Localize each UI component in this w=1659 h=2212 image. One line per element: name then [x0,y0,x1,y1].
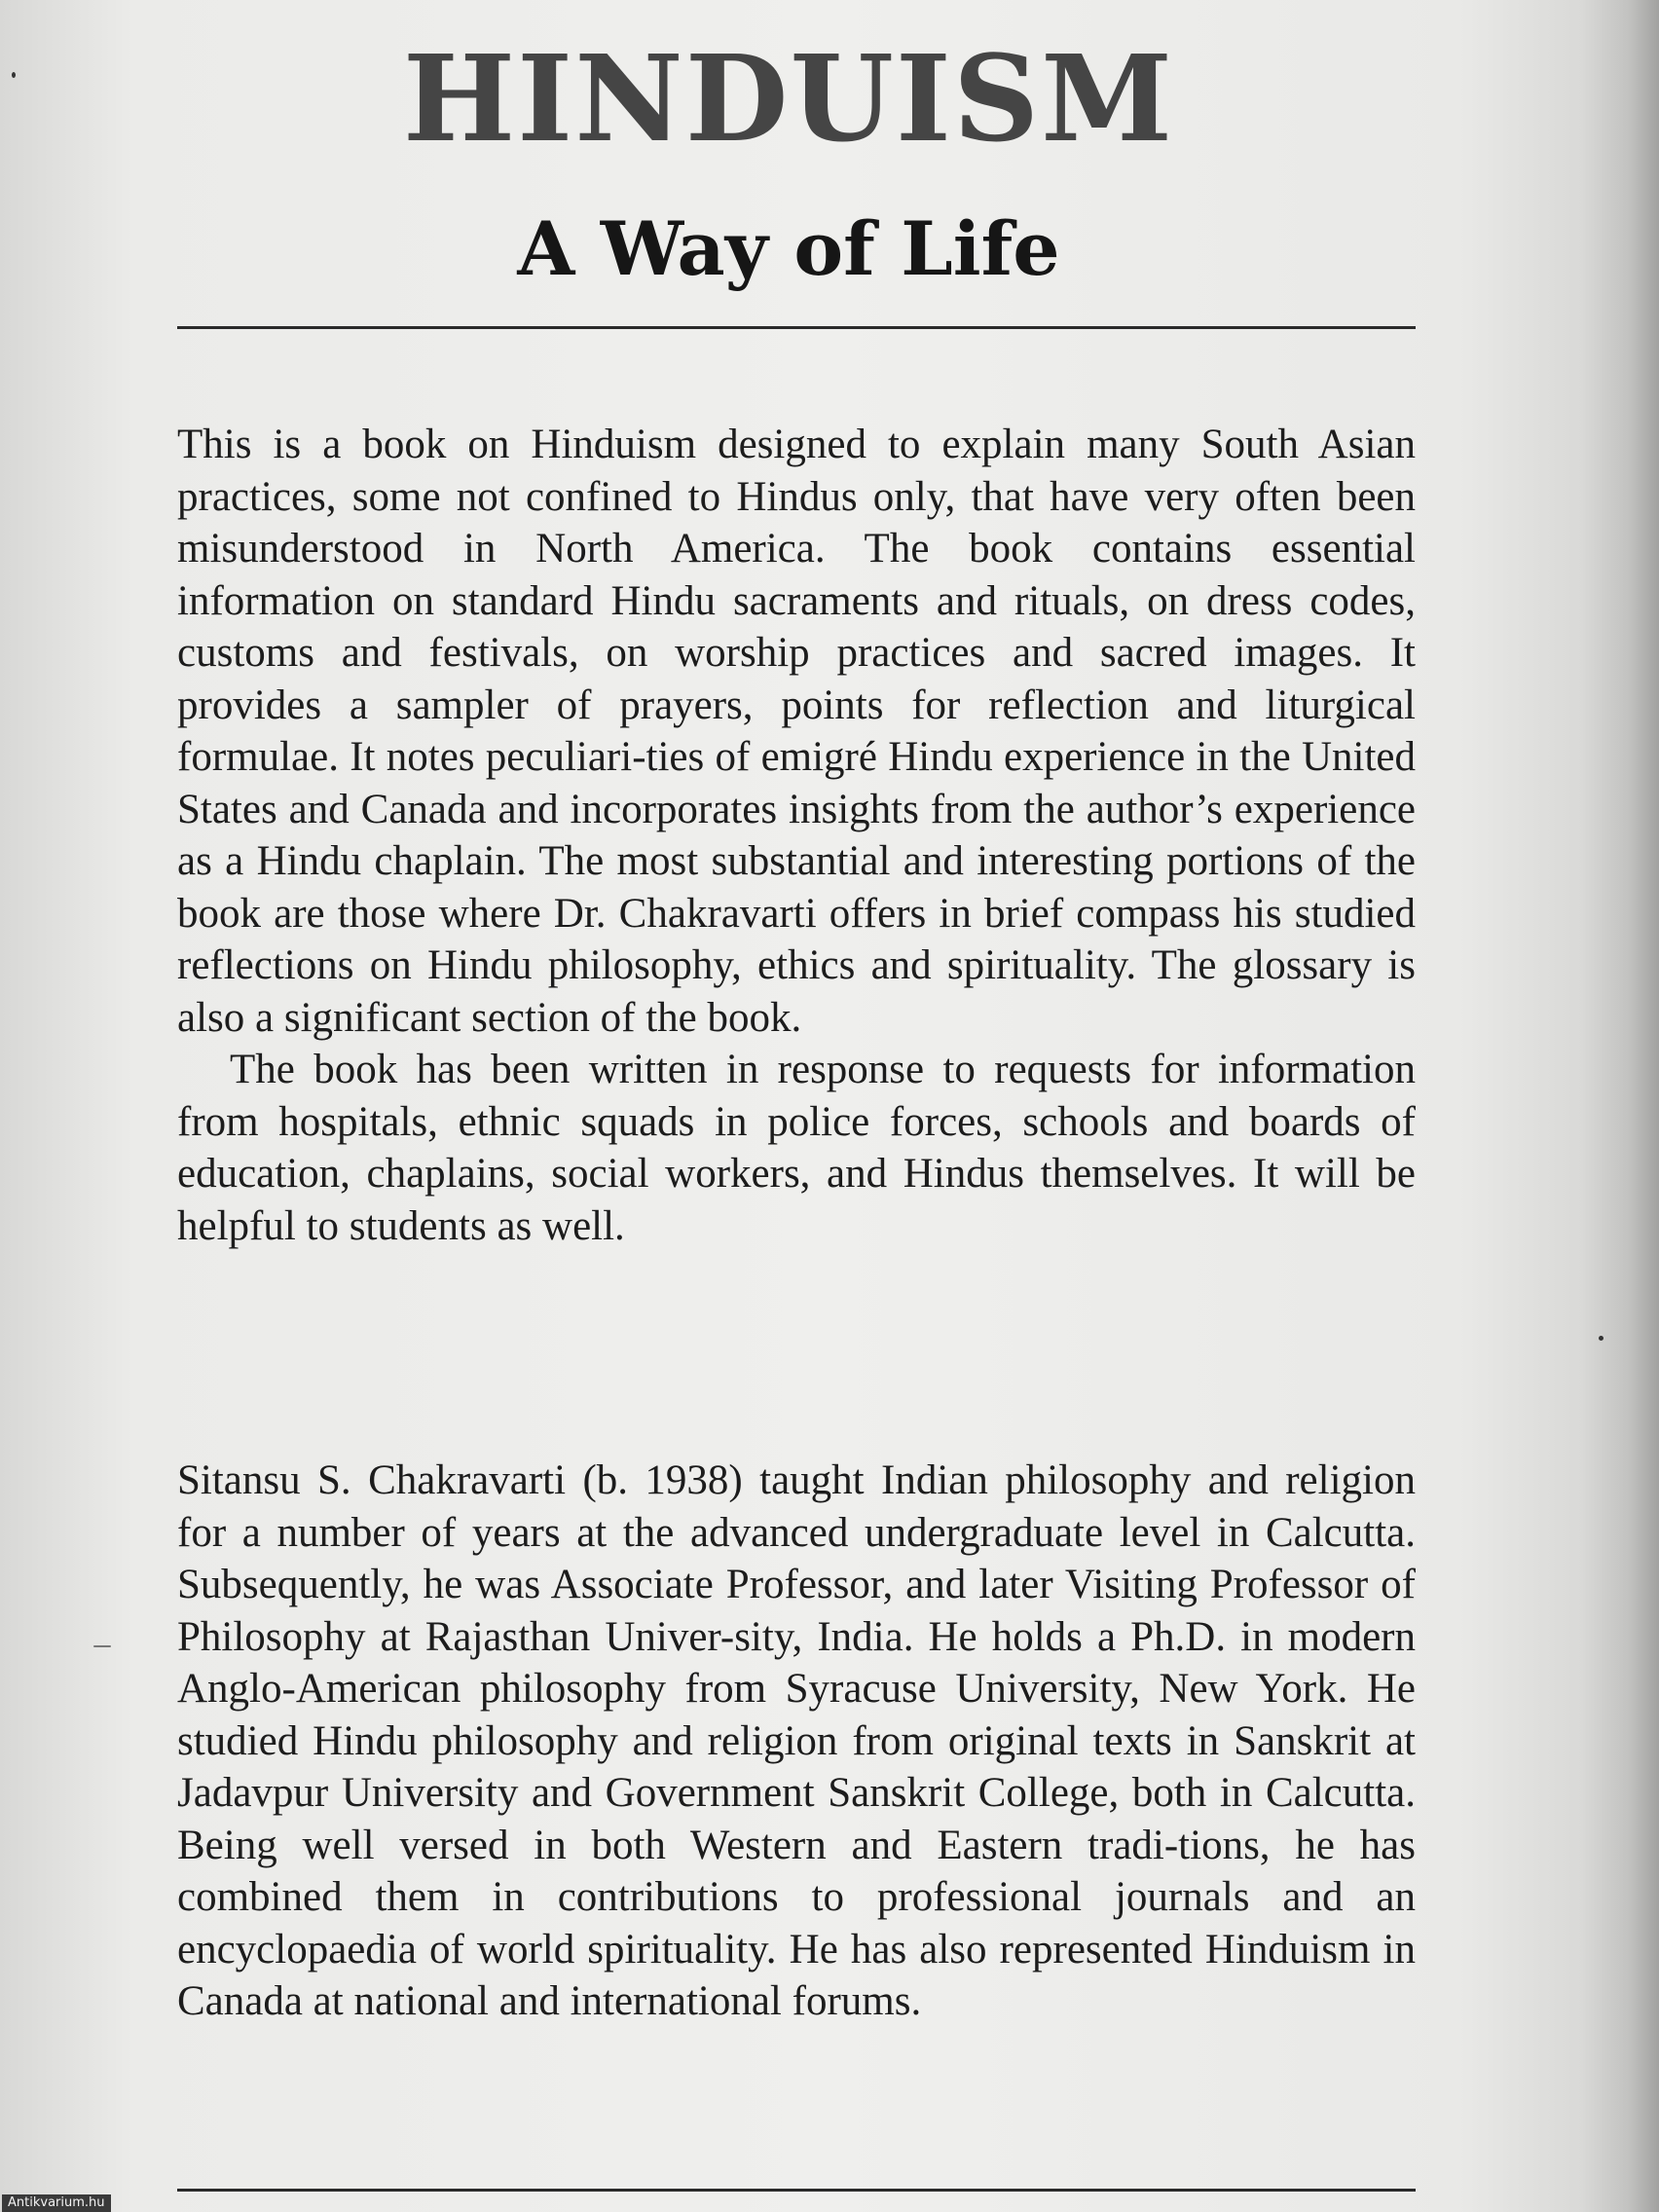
description-paragraph-2: The book has been written in response to requests for information from hospitals, ethnic squads in police forces, schools and boards of education, chaplains, social workers, and Hindus themselves. It will be helpful to students as well. [177,1047,1416,1249]
watermark: Antikvarium.hu [2,2194,111,2212]
author-bio-paragraph: Sitansu S. Chakravarti (b. 1938) taught Indian philosophy and religion for a number of years at the advanced undergraduate level in Calcutta. Subsequently, he was Associate Professor, and later Visiting Professor of Philosophy at Rajasthan Univer-sity, India. He holds a Ph.D. in modern Anglo-American philosophy from Syracuse University, New York. He studied Hindu philosophy and religion from original texts in Sanskrit at Jadavpur University and Government Sanskrit College, both in Calcutta. Being well versed in both Western and Eastern tradi-tions, he has combined them in contributions to professional journals and an encyclopaedia of world spirituality. He has also represented Hinduism in Canada at national and international forums. [177,1457,1416,2024]
book-title: HINDUISM [402,28,1175,168]
dust-speck [93,1645,111,1647]
top-divider [177,326,1416,329]
bottom-divider [177,2189,1416,2192]
page-edge-shadow [1581,0,1659,2212]
book-subtitle: A Way of Life [517,205,1060,292]
dust-speck [12,72,16,78]
book-description [177,419,1416,1252]
description-paragraph-1: This is a book on Hinduism designed to explain many South Asian practices, some not confined to Hindus only, that have very often been misunderstood in North America. The book contains essential information on standard Hindu sacraments and rituals, on dress codes, customs and festivals, on worship practices and sacred images. It provides a sampler of prayers, points for reflection and liturgical formulae. It notes peculiari-ties of emigré Hindu experience in the United States and Canada and incorporates insights from the author’s experience as a Hindu chaplain. The most substantial and interesting portions of the book are those where Dr. Chakravarti offers in brief compass his studied reflections on Hindu philosophy, ethics and spirituality. The glossary is also a significant section of the book. [177,422,1416,1041]
dust-speck [1599,1336,1604,1341]
author-biography [177,1455,1416,2028]
